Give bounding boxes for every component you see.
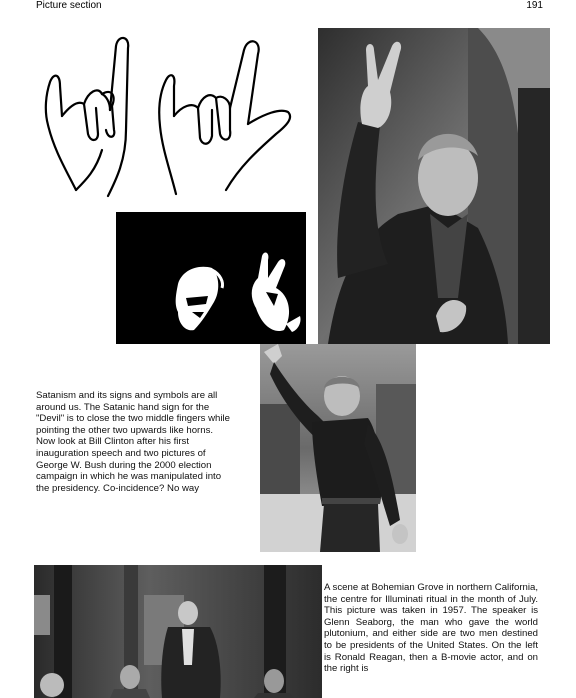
section-title: Picture section bbox=[36, 0, 102, 11]
caption-bohemian-grove: A scene at Bohemian Grove in northern California, the centre for Illuminati ritual in the month of July. This picture was taken in 1957. The speaker is Glenn Seaborg, the man who gave the world plutonium, and either side are two men destined to be presidents of the United States. On the left is Ronald Reagan, then a B-movie actor, and on the right is bbox=[324, 582, 538, 675]
bush-waving-photo bbox=[260, 344, 416, 552]
caption-satanism: Satanism and its signs and symbols are all around us. The Satanic hand sign for the "Devil" is to close the two middle fingers while pointing the other two upwards like horns. Now look at Bill Clinton after his first inauguration speech and two pictures of George W. Bush during the 2000 election campaign in which he was manipulated into the presidency. Co-incidence? No way bbox=[36, 390, 230, 494]
clinton-high-contrast-photo bbox=[116, 212, 306, 344]
page-number: 191 bbox=[526, 0, 543, 11]
bush-hand-sign-photo bbox=[318, 28, 550, 344]
hand-sign-illustration bbox=[36, 30, 298, 198]
bohemian-grove-photo bbox=[34, 565, 322, 698]
